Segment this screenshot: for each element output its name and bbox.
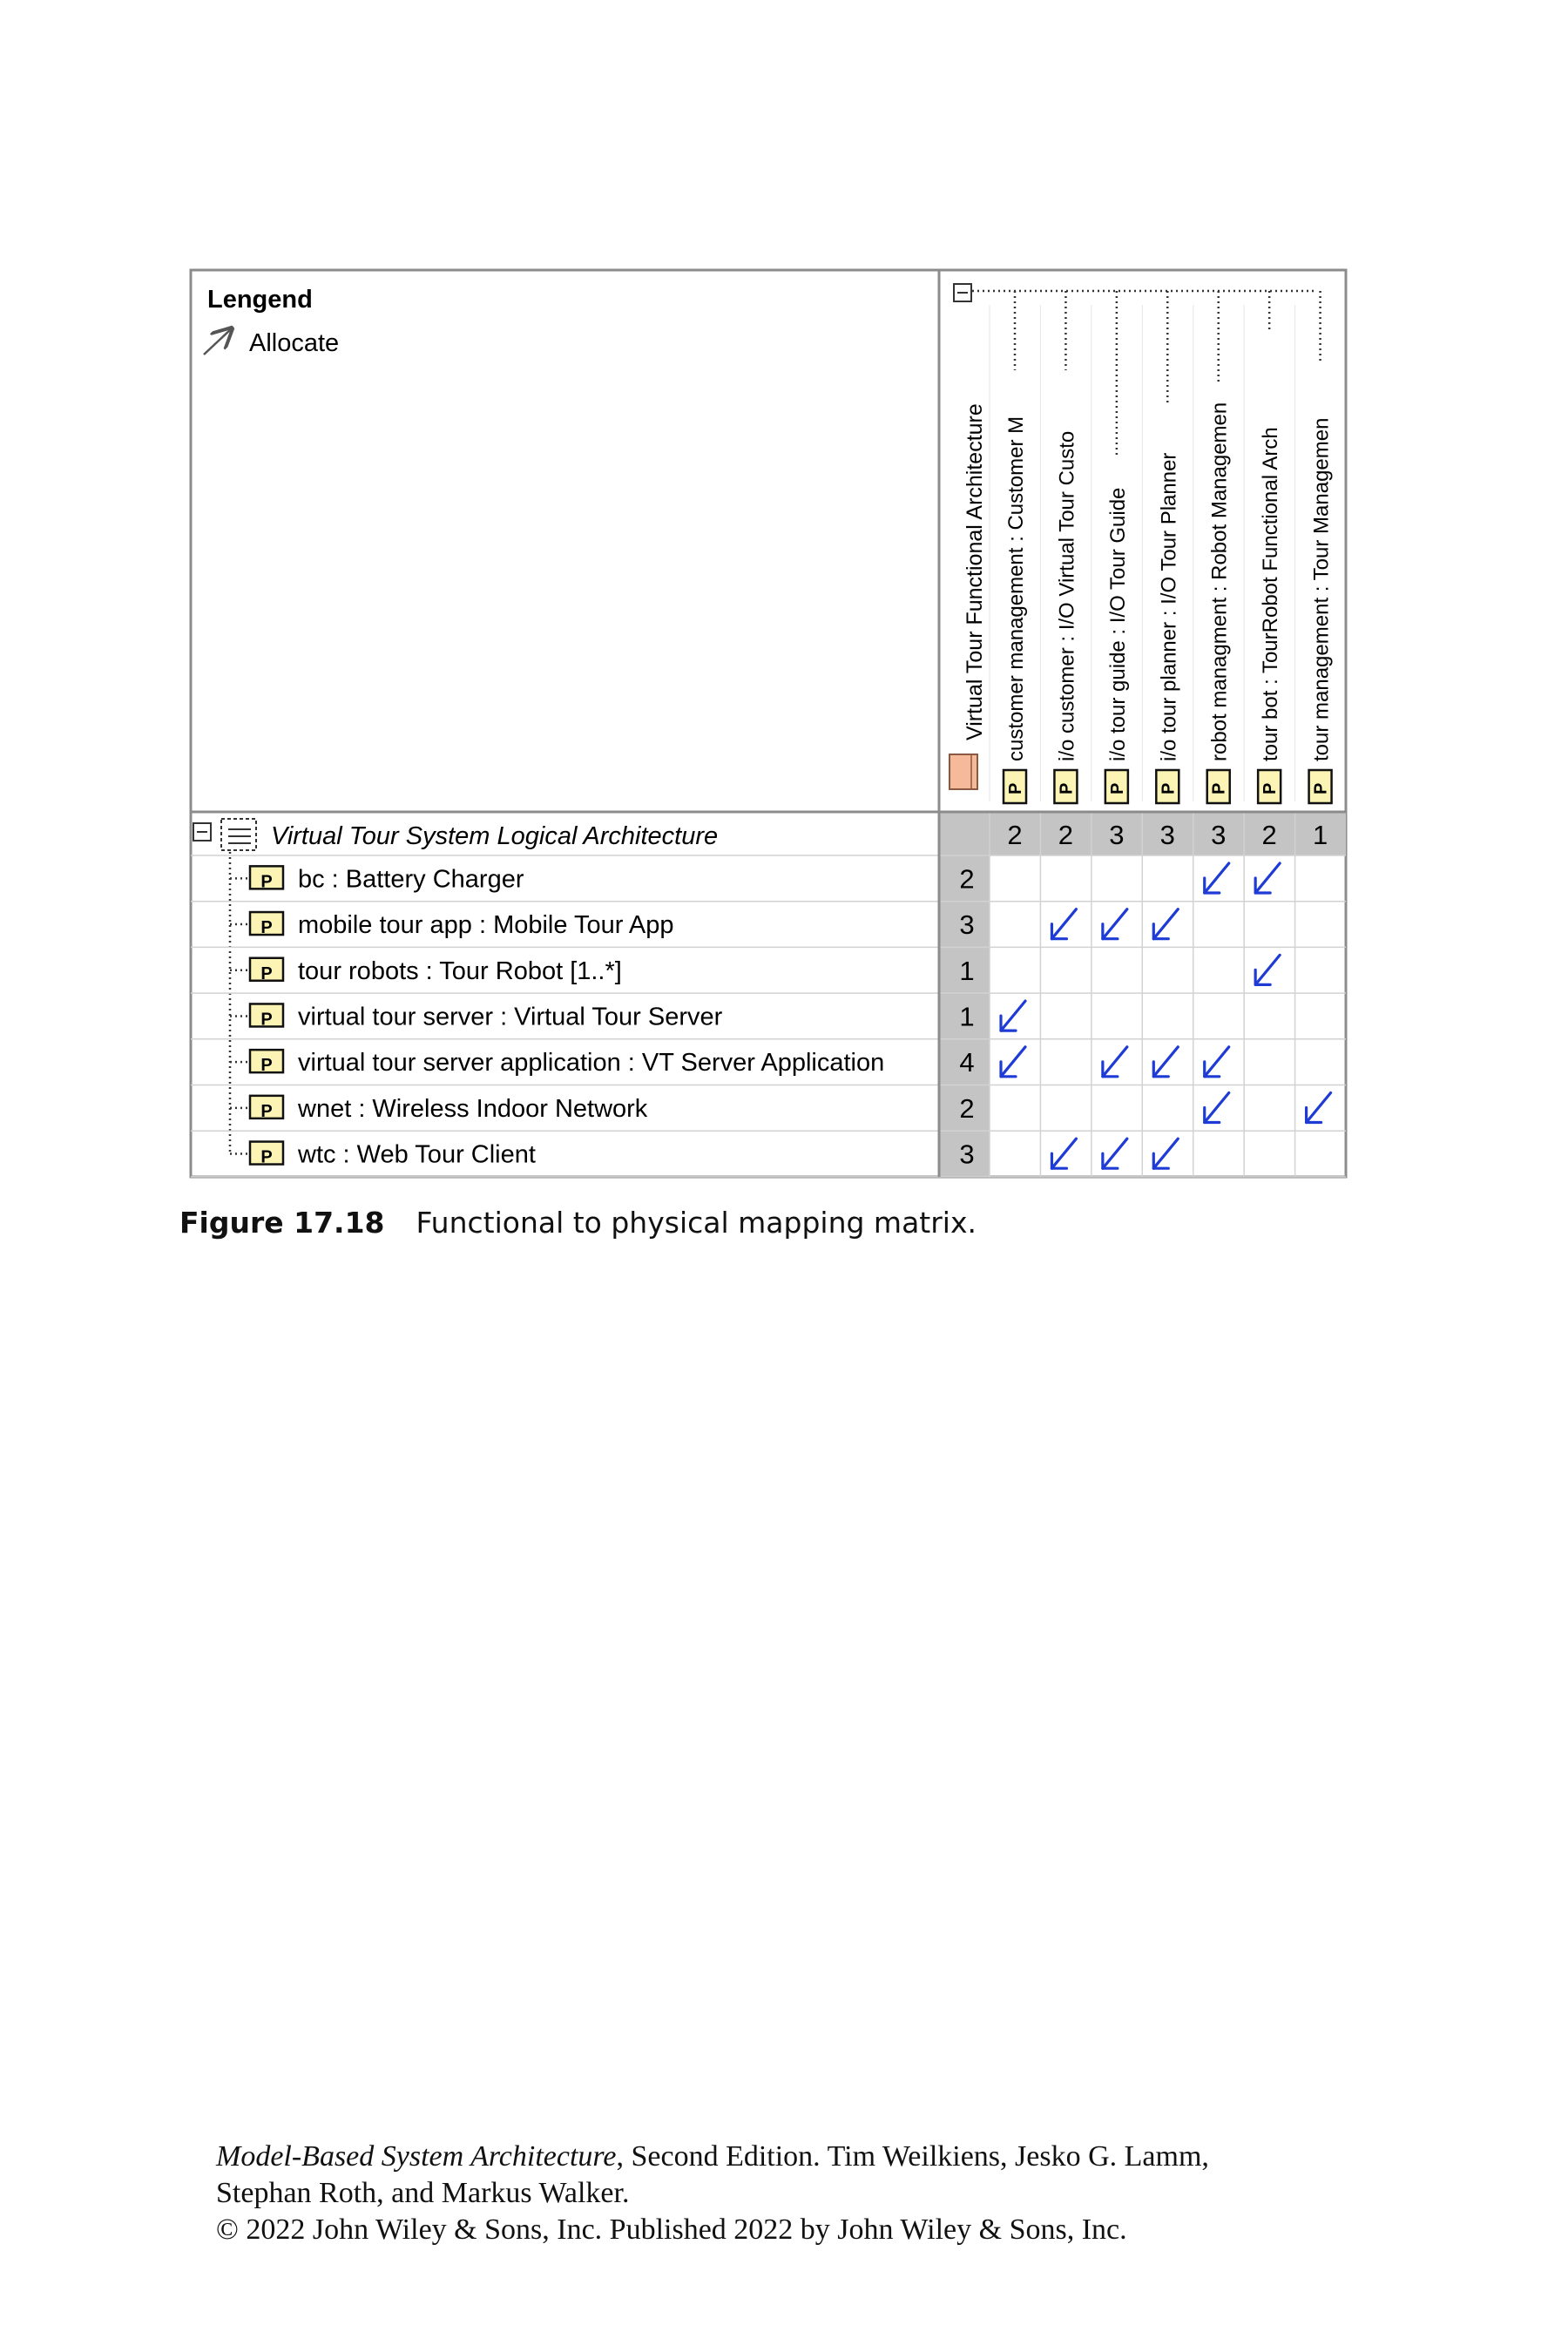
row-header-5[interactable] — [230, 1047, 975, 1078]
figure-caption-text: Functional to physical mapping matrix. — [416, 1206, 977, 1240]
part-port-icon — [1105, 770, 1128, 803]
part-port-icon — [1207, 770, 1230, 803]
empty-cell[interactable] — [1296, 948, 1345, 992]
empty-cell[interactable] — [1143, 856, 1192, 901]
empty-cell[interactable] — [1092, 948, 1141, 992]
empty-cell[interactable] — [1296, 902, 1345, 947]
column-count: 2 — [1007, 820, 1023, 850]
empty-cell[interactable] — [1041, 856, 1090, 901]
collapse-columns-icon[interactable] — [954, 284, 971, 301]
empty-cell[interactable] — [990, 856, 1039, 901]
column-header-4[interactable] — [1156, 453, 1180, 850]
empty-cell[interactable] — [1143, 994, 1192, 1038]
empty-cell[interactable] — [1245, 1040, 1294, 1085]
column-label: customer management : Customer M — [1004, 416, 1028, 761]
svg-text:P: P — [1209, 782, 1229, 794]
row-count: 2 — [959, 863, 975, 895]
row-label: bc : Battery Charger — [298, 865, 524, 894]
column-header-7[interactable] — [1309, 418, 1334, 850]
allocate-cell[interactable] — [1296, 1086, 1345, 1131]
part-port-icon — [1004, 770, 1026, 803]
svg-text:P: P — [1159, 782, 1179, 794]
svg-text:P: P — [1057, 782, 1077, 794]
allocate-cell[interactable] — [990, 1040, 1039, 1085]
empty-cell[interactable] — [1143, 948, 1192, 992]
column-count: 1 — [1312, 820, 1328, 850]
empty-cell[interactable] — [1092, 856, 1141, 901]
row-label: tour robots : Tour Robot [1..*] — [298, 956, 622, 985]
svg-text:P: P — [1006, 782, 1025, 794]
empty-cell[interactable] — [1041, 1086, 1090, 1131]
column-count: 2 — [1261, 820, 1277, 850]
allocate-cell[interactable] — [1245, 948, 1294, 992]
empty-cell[interactable] — [990, 1086, 1039, 1131]
empty-cell[interactable] — [1041, 994, 1090, 1038]
figure-number: Figure 17.18 — [179, 1206, 385, 1240]
column-count: 3 — [1211, 820, 1227, 850]
part-port-icon — [250, 866, 283, 891]
empty-cell[interactable] — [1245, 1132, 1294, 1176]
empty-cell[interactable] — [1143, 1086, 1192, 1131]
svg-text:P: P — [1260, 782, 1281, 794]
svg-text:P: P — [260, 963, 273, 983]
allocate-cell[interactable] — [990, 994, 1039, 1038]
allocate-cell[interactable] — [1092, 1132, 1141, 1176]
footer-line-2: Stephan Roth, and Markus Walker. — [216, 2177, 630, 2209]
column-header-1[interactable] — [1004, 416, 1028, 850]
row-label: wnet : Wireless Indoor Network — [298, 1094, 648, 1123]
row-label: mobile tour app : Mobile Tour App — [298, 911, 674, 940]
column-label: i/o customer : I/O Virtual Tour Custo — [1055, 430, 1079, 761]
empty-cell[interactable] — [1092, 1086, 1141, 1131]
row-count: 3 — [959, 909, 975, 941]
column-count: 3 — [1159, 820, 1175, 850]
row-label: virtual tour server : Virtual Tour Server — [298, 1003, 723, 1031]
copyright-footer — [216, 2139, 1348, 2248]
allocate-cell[interactable] — [1245, 856, 1294, 901]
allocate-cell[interactable] — [1194, 1040, 1243, 1085]
svg-text:P: P — [260, 872, 273, 892]
part-port-icon — [250, 912, 283, 937]
column-count: 3 — [1109, 820, 1125, 850]
empty-cell[interactable] — [1194, 1132, 1243, 1176]
empty-cell[interactable] — [1194, 948, 1243, 992]
legend-item-allocate: Allocate — [249, 329, 340, 357]
allocate-cell[interactable] — [1092, 902, 1141, 947]
svg-text:P: P — [260, 1056, 273, 1076]
row-count: 2 — [959, 1092, 975, 1124]
matrix-cells — [990, 856, 1345, 1176]
column-header-2[interactable] — [1054, 431, 1078, 850]
part-port-icon — [250, 1004, 283, 1029]
part-port-icon — [250, 1142, 283, 1167]
empty-cell[interactable] — [1245, 1086, 1294, 1131]
empty-cell[interactable] — [1194, 994, 1243, 1038]
part-port-icon — [250, 1096, 283, 1121]
column-root-label: Virtual Tour Functional Architecture — [963, 403, 987, 740]
column-header-5[interactable] — [1207, 402, 1232, 850]
column-label: tour bot : TourRobot Functional Arch — [1259, 427, 1283, 761]
row-count: 1 — [959, 1001, 975, 1032]
empty-cell[interactable] — [1092, 994, 1141, 1038]
column-label: robot managment : Robot Managemen — [1207, 402, 1232, 761]
empty-cell[interactable] — [1296, 1040, 1345, 1085]
empty-cell[interactable] — [1245, 902, 1294, 947]
svg-text:P: P — [1311, 782, 1331, 794]
column-label: i/o tour planner : I/O Tour Planner — [1157, 452, 1181, 761]
part-port-icon — [1258, 770, 1281, 803]
part-port-icon — [1054, 770, 1077, 803]
empty-cell[interactable] — [1296, 1132, 1345, 1176]
row-root-label: Virtual Tour System Logical Architecture — [271, 822, 719, 850]
allocate-cell[interactable] — [1143, 1132, 1192, 1176]
column-header-3[interactable] — [1105, 488, 1130, 850]
svg-text:P: P — [260, 1147, 273, 1167]
book-title: Model-Based System Architecture — [216, 2140, 617, 2173]
row-label: wtc : Web Tour Client — [298, 1140, 536, 1169]
allocate-cell[interactable] — [1143, 1040, 1192, 1085]
part-port-icon — [250, 1050, 283, 1075]
svg-text:P: P — [260, 918, 273, 938]
svg-text:P: P — [1107, 782, 1127, 794]
empty-cell[interactable] — [1296, 856, 1345, 901]
svg-text:P: P — [260, 1101, 273, 1121]
empty-cell[interactable] — [1041, 1040, 1090, 1085]
package-icon — [221, 819, 256, 850]
empty-cell[interactable] — [990, 1132, 1039, 1176]
empty-cell[interactable] — [1041, 948, 1090, 992]
footer-line-3: © 2022 John Wiley & Sons, Inc. Published 2022 by John Wiley & Sons, Inc. — [216, 2213, 1127, 2246]
allocate-cell[interactable] — [1092, 1040, 1141, 1085]
block-icon — [950, 754, 977, 789]
empty-cell[interactable] — [1296, 994, 1345, 1038]
svg-text:P: P — [260, 1010, 273, 1030]
row-count: 3 — [959, 1139, 975, 1170]
column-label: i/o tour guide : I/O Tour Guide — [1105, 487, 1130, 761]
footer-line-1 — [216, 2139, 1348, 2175]
footer-line-1-rest: , Second Edition. Tim Weilkiens, Jesko G. Lamm, — [616, 2140, 1209, 2173]
allocate-cell[interactable] — [1194, 856, 1243, 901]
empty-cell[interactable] — [1245, 994, 1294, 1038]
row-count: 1 — [959, 955, 975, 986]
part-port-icon — [1309, 770, 1332, 803]
empty-cell[interactable] — [990, 948, 1039, 992]
column-label: tour management : Tour Managemen — [1309, 417, 1334, 761]
empty-cell[interactable] — [1194, 902, 1243, 947]
column-header-6[interactable] — [1258, 427, 1282, 850]
allocate-cell[interactable] — [1041, 902, 1090, 947]
column-count: 2 — [1058, 820, 1074, 850]
allocate-cell[interactable] — [1041, 1132, 1090, 1176]
row-label: virtual tour server application : VT Server Application — [298, 1049, 885, 1078]
allocate-cell[interactable] — [1143, 902, 1192, 947]
figure-caption — [179, 1206, 977, 1240]
collapse-rows-icon[interactable] — [193, 823, 211, 841]
empty-cell[interactable] — [990, 902, 1039, 947]
legend-title: Lengend — [207, 286, 313, 314]
allocate-cell[interactable] — [1194, 1086, 1243, 1131]
part-port-icon — [250, 958, 283, 983]
row-count: 4 — [959, 1047, 975, 1078]
part-port-icon — [1156, 770, 1179, 803]
